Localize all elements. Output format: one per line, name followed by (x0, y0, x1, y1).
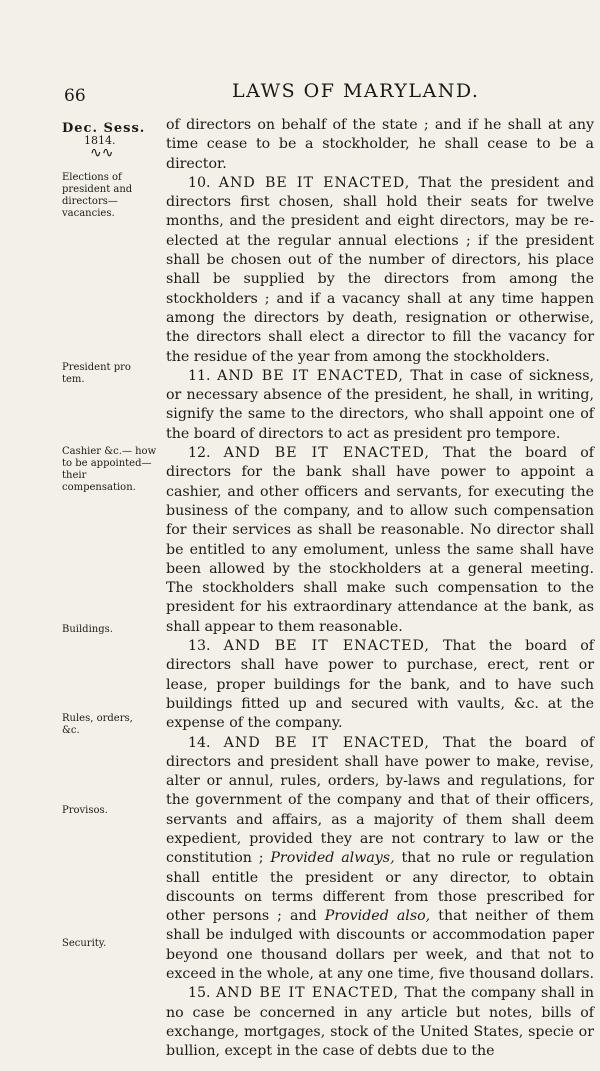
margin-note-president-pro-tem: President pro tem. (62, 362, 131, 385)
margin-note-elections: Elections of president and directors— vacancies. (62, 172, 133, 219)
session-year: 1814. (84, 134, 116, 147)
section-text: That the board of directors for the bank shall have power to appoint a cashier, and other officers and servants, for executing the business of the company, and to allow such compensation for their services as shall be reasonable. No director shall be entitled to any emolument, unless the same shall have been allowed by the stockholders at a general meeting. The stockholders shall make such compensation to the president for his extraordinary attendance at the bank, as shall appear to them reasonable. (166, 445, 595, 635)
proviso-phrase: Provided always, (270, 850, 395, 867)
swash-ornament: ∿∿ (90, 145, 114, 161)
section-13 (166, 637, 594, 733)
enacting-clause: AND BE IT ENACTED, (223, 445, 430, 462)
section-number: 12. (188, 445, 211, 462)
enacting-clause: AND BE IT ENACTED, (223, 734, 430, 751)
margin-note-rules: Rules, orders, &c. (62, 713, 133, 736)
enacting-clause: AND BE IT ENACTED, (217, 367, 404, 384)
section-11 (166, 367, 594, 444)
section-number: 15. (188, 985, 211, 1002)
section-number: 14. (188, 734, 211, 751)
section-15 (166, 984, 594, 1061)
section-number: 11. (188, 367, 211, 384)
section-number: 13. (188, 638, 211, 655)
section-text: That the company shall in no case be concerned in any article but notes, bills of exchange, mortgages, stock of the United States, specie or bullion, except in the case of debts due to the (166, 985, 595, 1060)
page-number: 66 (64, 86, 86, 106)
section-12 (166, 444, 594, 637)
enacting-clause: AND BE IT ENACTED, (218, 174, 411, 191)
section-10 (166, 174, 594, 367)
margin-note-cashier: Cashier &c.— how to be appointed—their compensation. (62, 446, 157, 493)
section-text: That the president and directors first chosen, shall hold their seats for twelve months, and the president and eight directors, may be re-elected at the regular annual elections ; if the president shall be chosen out of the number of directors, his place shall be supplied by the directors from among the stockholders ; and if a vacancy shall at any time happen among the directors by death, resignation or otherwise, the directors shall elect a director to fill the vacancy for the residue of the year from among the stockholders. (166, 174, 595, 365)
margin-note-buildings: Buildings. (62, 624, 113, 635)
margin-note-security: Security. (62, 938, 107, 949)
section-text: that no rule or regulation shall entitle the president or any director, to obtain discounts on terms different from those prescribed for other persons ; and (166, 850, 594, 925)
session-block (62, 123, 162, 159)
enacting-clause: AND BE IT ENACTED, (223, 638, 430, 655)
section-14 (166, 734, 594, 985)
paragraph-continuation: of directors on behalf of the state ; and if he shall at any time cease to be a stockholder, he shall cease to be a director. (166, 117, 594, 172)
proviso-phrase: Provided also, (324, 908, 431, 925)
margin-note-provisos: Provisos. (62, 805, 108, 816)
section-text: That the board of directors and president shall have power to make, revise, alter or annul, rules, orders, by-laws and regulations, for the government of the company and that of their officers, servants and affairs, as a majority of them shall deem expedient, provided they are not contrary to law or the constitution ; (166, 734, 595, 867)
body-text (166, 116, 594, 1062)
section-text: that neither of them shall be indulged with discounts or accommodation paper beyond one thousand dollars per week, and that not to exceed in the whole, at any one time, five thousand dollars. (166, 908, 595, 983)
session-label: Dec. Sess. (62, 121, 146, 136)
running-head: LAWS OF MARYLAND. (232, 80, 480, 102)
enacting-clause: AND BE IT ENACTED, (215, 985, 399, 1002)
section-text: That the board of directors shall have power to purchase, erect, rent or lease, proper buildings for the bank, and to have such buildings fitted up and secured with vaults, &c. at the expense of the company. (166, 638, 595, 732)
section-text: That in case of sickness, or necessary absence of the president, he shall, in writing, signify the same to the directors, who shall appoint one of the board of directors to act as president pro tempore. (166, 367, 594, 442)
section-number: 10. (188, 174, 211, 191)
